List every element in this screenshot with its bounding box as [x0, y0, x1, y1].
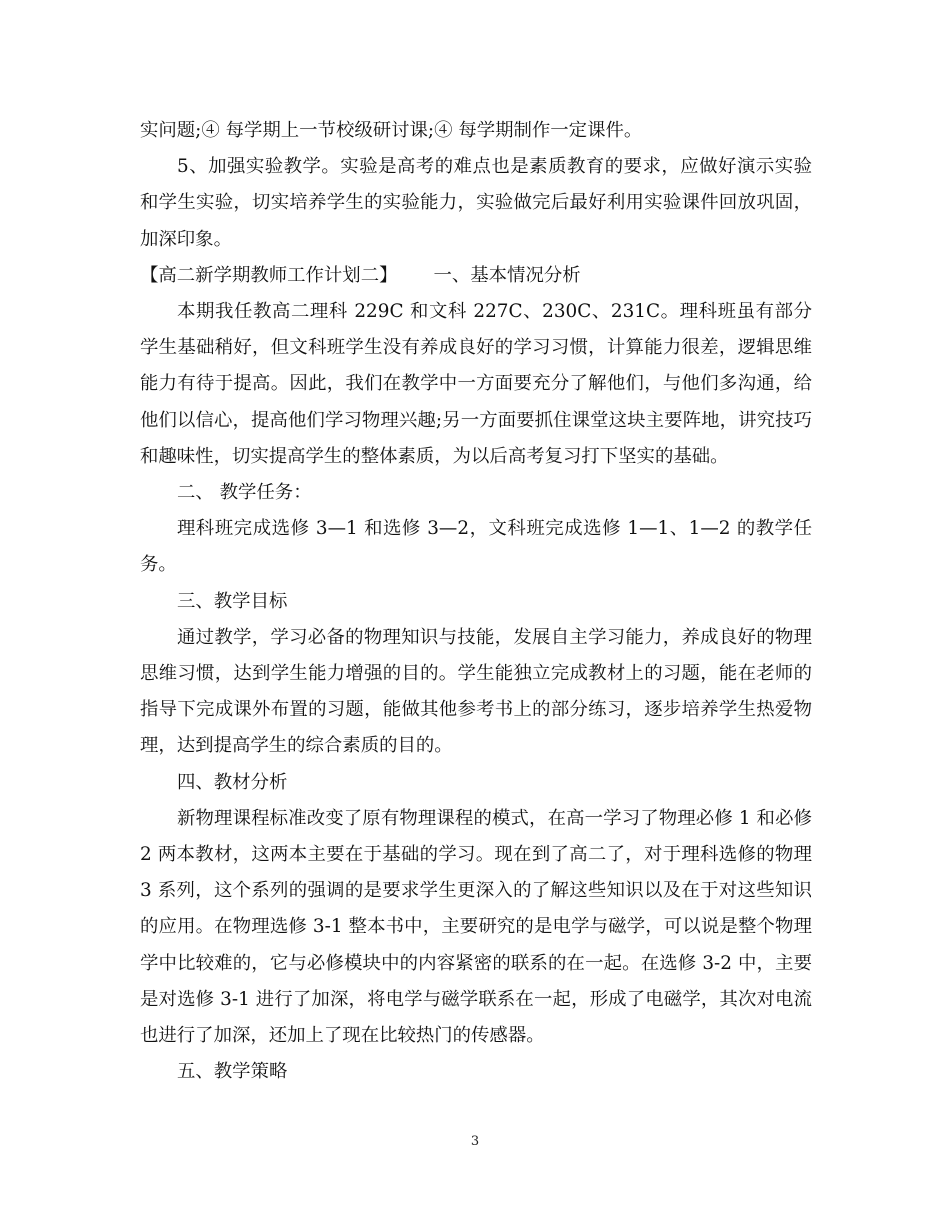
- page-number: 3: [470, 1134, 480, 1149]
- paragraph-teaching-goals: 通过教学，学习必备的物理知识与技能，发展自主学习能力，养成良好的物理思维习惯，达到学生能力增强的目的。学生能独立完成教材上的习题，能在老师的指导下完成课外布置的习题，能做其他参考书上的部分练习，逐步培养学生热爱物理，达到提高学生的综合素质的目的。: [140, 626, 812, 757]
- section-title: 【高二新学期教师工作计划二】: [140, 264, 398, 286]
- paragraph-basic-situation: 本期我任教高二理科 229C 和文科 227C、230C、231C。理科班虽有部分学生基础稍好，但文科班学生没有养成良好的学习习惯，计算能力很差，逻辑思维能力有待于提高。因此，我们在教学中一方面要充分了解他们，与他们多沟通，给他们以信心，提高他们学习物理兴趣;另一方面要抓住课堂这块主要阵地，讲究技巧和趣味性，切实提高学生的整体素质，为以后高考复习打下坚实的基础。: [140, 301, 812, 467]
- paragraph-textbook-analysis: 新物理课程标准改变了原有物理课程的模式，在高一学习了物理必修 1 和必修 2 两本教材，这两本主要在于基础的学习。现在到了高二了，对于理科选修的物理 3 系列，这个系列的强调的是要求学生更深入的了解这些知识以及在于对这些知识的应用。在物理选修 3-1 整本书中，主要研究的是电学与磁学，可以说是整个物理学中比较难的，它与必修模块中的内容紧密的联系的在一起。在选修 3-2 中，主要是对选修 3-1 进行了加深，将电学与磁学联系在一起，形成了电磁学，其次对电流也进行了加深，还加上了现在比较热门的传感器。: [140, 807, 812, 1047]
- heading-teaching-strategy: 五、教学策略: [177, 1061, 288, 1083]
- heading-teaching-tasks: 二、 教学任务：: [177, 482, 312, 504]
- paragraph-experiment-teaching: 5、加强实验教学。实验是高考的难点也是素质教育的要求，应做好演示实验和学生实验，切实培养学生的实验能力，实验做完后最好利用实验课件回放巩固，加深印象。: [140, 156, 812, 250]
- heading-textbook-analysis: 四、教材分析: [177, 771, 288, 793]
- heading-teaching-goals: 三、教学目标: [177, 590, 288, 612]
- paragraph-teaching-tasks: 理科班完成选修 3—1 和选修 3—2，文科班完成选修 1—1、1—2 的教学任务。: [140, 518, 812, 576]
- section-heading-line: [140, 258, 812, 294]
- paragraph-continuation: 实问题;④ 每学期上一节校级研讨课;④ 每学期制作一定课件。: [140, 120, 643, 141]
- document-body: [140, 113, 812, 1090]
- section-subheading: 一、基本情况分析: [433, 264, 581, 286]
